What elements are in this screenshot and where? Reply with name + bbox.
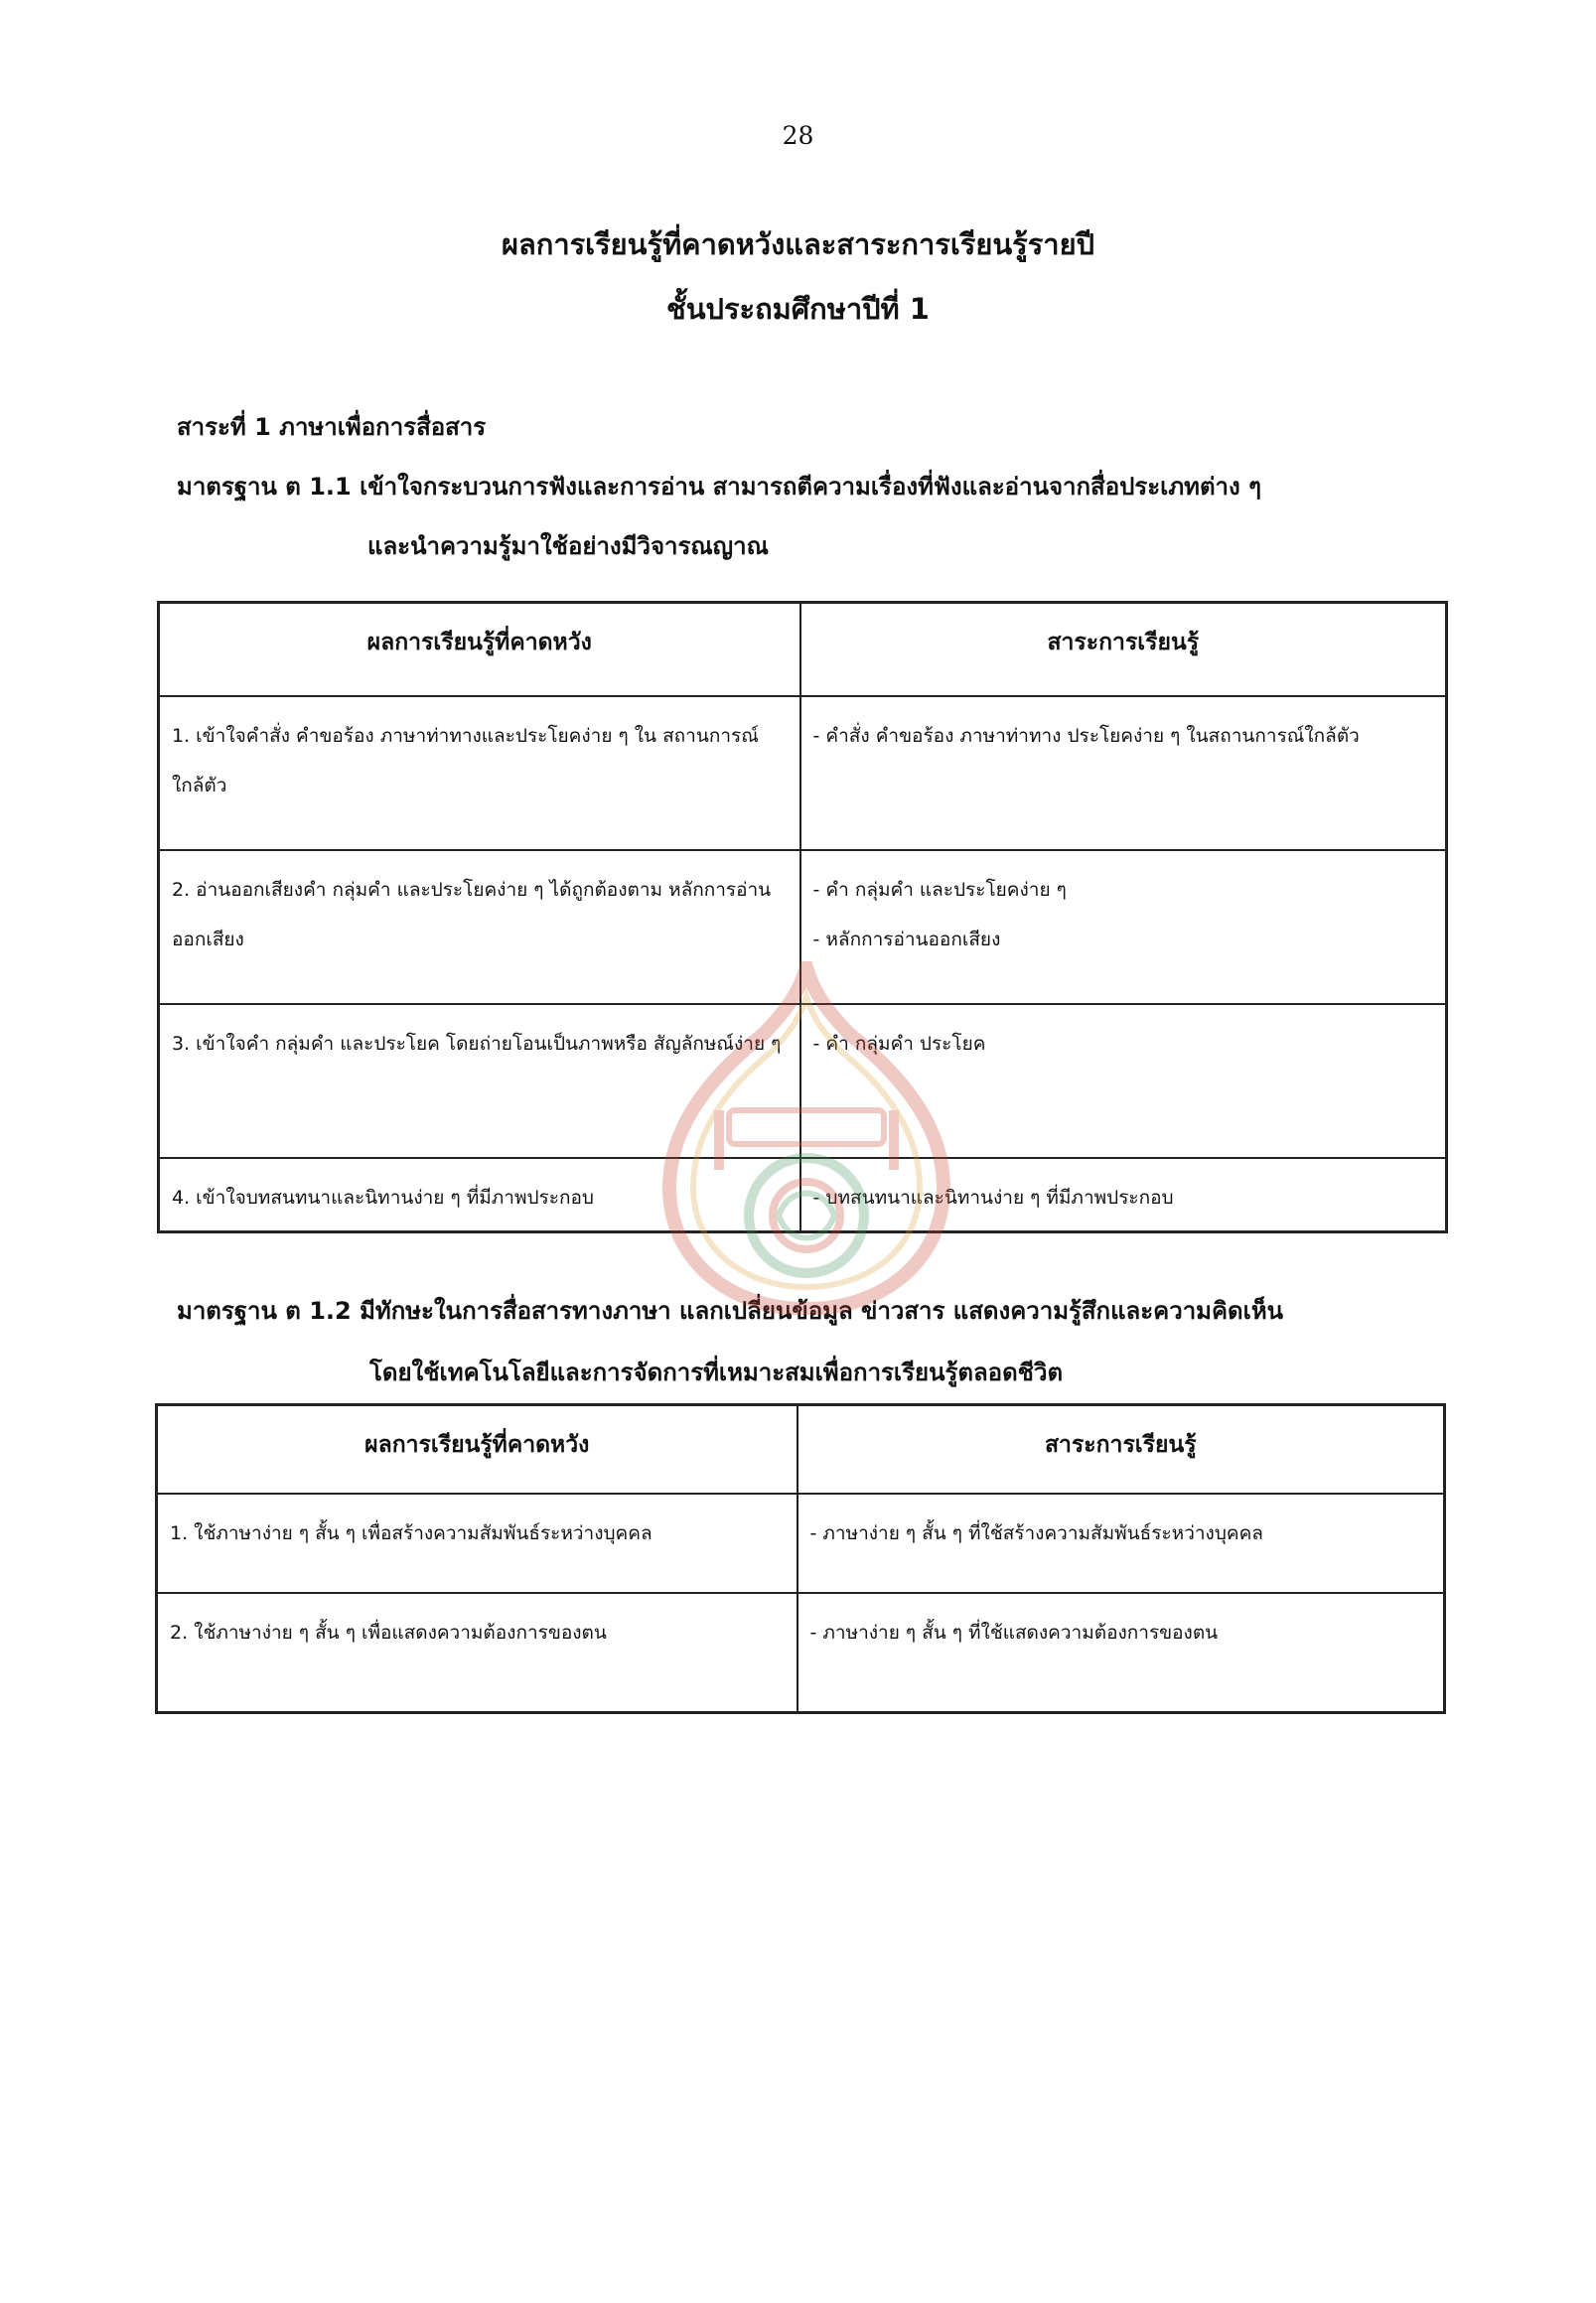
content-item: - ภาษาง่าย ๆ สั้น ๆ ที่ใช้แสดงความต้องการของตน — [809, 1621, 1219, 1644]
outcome-cell: 1. ใช้ภาษาง่าย ๆ สั้น ๆ เพื่อสร้างความสัมพันธ์ระหว่างบุคคล — [157, 1494, 798, 1593]
strand-heading: สาระที่ 1 ภาษาเพื่อการสื่อสาร — [177, 413, 487, 441]
page-number: 28 — [782, 121, 814, 150]
outcome-cell: 2. อ่านออกเสียงคำ กลุ่มคำ และประโยคง่าย ๆ ได้ถูกต้องตาม หลักการอ่านออกเสียง — [159, 850, 800, 1004]
page-title: ผลการเรียนรู้ที่คาดหวังและสาระการเรียนรู้รายปี — [502, 227, 1094, 261]
column-header-outcome: ผลการเรียนรู้ที่คาดหวัง — [159, 603, 800, 696]
table-header-row — [159, 603, 1447, 696]
content-cell — [798, 1494, 1445, 1593]
content-item: - บทสนทนาและนิทานง่าย ๆ ที่มีภาพประกอบ — [812, 1186, 1174, 1209]
outcome-cell: 2. ใช้ภาษาง่าย ๆ สั้น ๆ เพื่อแสดงความต้องการของตน — [157, 1593, 798, 1713]
outcome-cell: 4. เข้าใจบทสนทนาและนิทานง่าย ๆ ที่มีภาพประกอบ — [159, 1158, 800, 1232]
outcome-cell: 1. เข้าใจคำสั่ง คำขอร้อง ภาษาท่าทางและประโยคง่าย ๆ ใน สถานการณ์ใกล้ตัว — [159, 696, 800, 850]
table-row — [159, 1004, 1447, 1158]
content-item: - คำสั่ง คำขอร้อง ภาษาท่าทาง ประโยคง่าย ๆ ในสถานการณ์ใกล้ตัว — [812, 724, 1360, 747]
table-row — [159, 696, 1447, 850]
column-header-content: สาระการเรียนรู้ — [798, 1405, 1445, 1494]
content-item: - หลักการอ่านออกเสียง — [812, 928, 1001, 950]
table-row — [157, 1593, 1445, 1713]
content-cell — [800, 1004, 1447, 1158]
standard-1-heading-cont: และนำความรู้มาใช้อย่างมีวิจารณญาณ — [367, 532, 769, 560]
standard-2-heading: มาตรฐาน ต 1.2 มีทักษะในการสื่อสารทางภาษา แลกเปลี่ยนข้อมูล ข่าวสาร แสดงความรู้สึกและความคิดเห็น — [177, 1297, 1284, 1325]
standard-1-table — [157, 601, 1448, 1233]
content-item: - คำ กลุ่มคำ และประโยคง่าย ๆ — [812, 878, 1067, 901]
content-item: - ภาษาง่าย ๆ สั้น ๆ ที่ใช้สร้างความสัมพันธ์ระหว่างบุคคล — [809, 1521, 1263, 1544]
standard-1-heading: มาตรฐาน ต 1.1 เข้าใจกระบวนการฟังและการอ่าน สามารถตีความเรื่องที่ฟังและอ่านจากสื่อประเภทต่าง ๆ — [177, 473, 1261, 501]
content-cell — [800, 850, 1447, 1004]
content-cell — [800, 1158, 1447, 1232]
content-cell — [800, 696, 1447, 850]
column-header-outcome: ผลการเรียนรู้ที่คาดหวัง — [157, 1405, 798, 1494]
standard-2-heading-cont: โดยใช้เทคโนโลยีและการจัดการที่เหมาะสมเพื่อการเรียนรู้ตลอดชีวิต — [369, 1359, 1064, 1386]
content-item: - คำ กลุ่มคำ ประโยค — [812, 1032, 986, 1055]
column-header-content: สาระการเรียนรู้ — [800, 603, 1447, 696]
table-row — [157, 1494, 1445, 1593]
table-header-row — [157, 1405, 1445, 1494]
outcome-cell: 3. เข้าใจคำ กลุ่มคำ และประโยค โดยถ่ายโอนเป็นภาพหรือ สัญลักษณ์ง่าย ๆ — [159, 1004, 800, 1158]
content-cell — [798, 1593, 1445, 1713]
page-subtitle: ชั้นประถมศึกษาปีที่ 1 — [666, 292, 930, 326]
standard-2-table — [155, 1403, 1446, 1714]
table-row — [159, 850, 1447, 1004]
table-row — [159, 1158, 1447, 1232]
